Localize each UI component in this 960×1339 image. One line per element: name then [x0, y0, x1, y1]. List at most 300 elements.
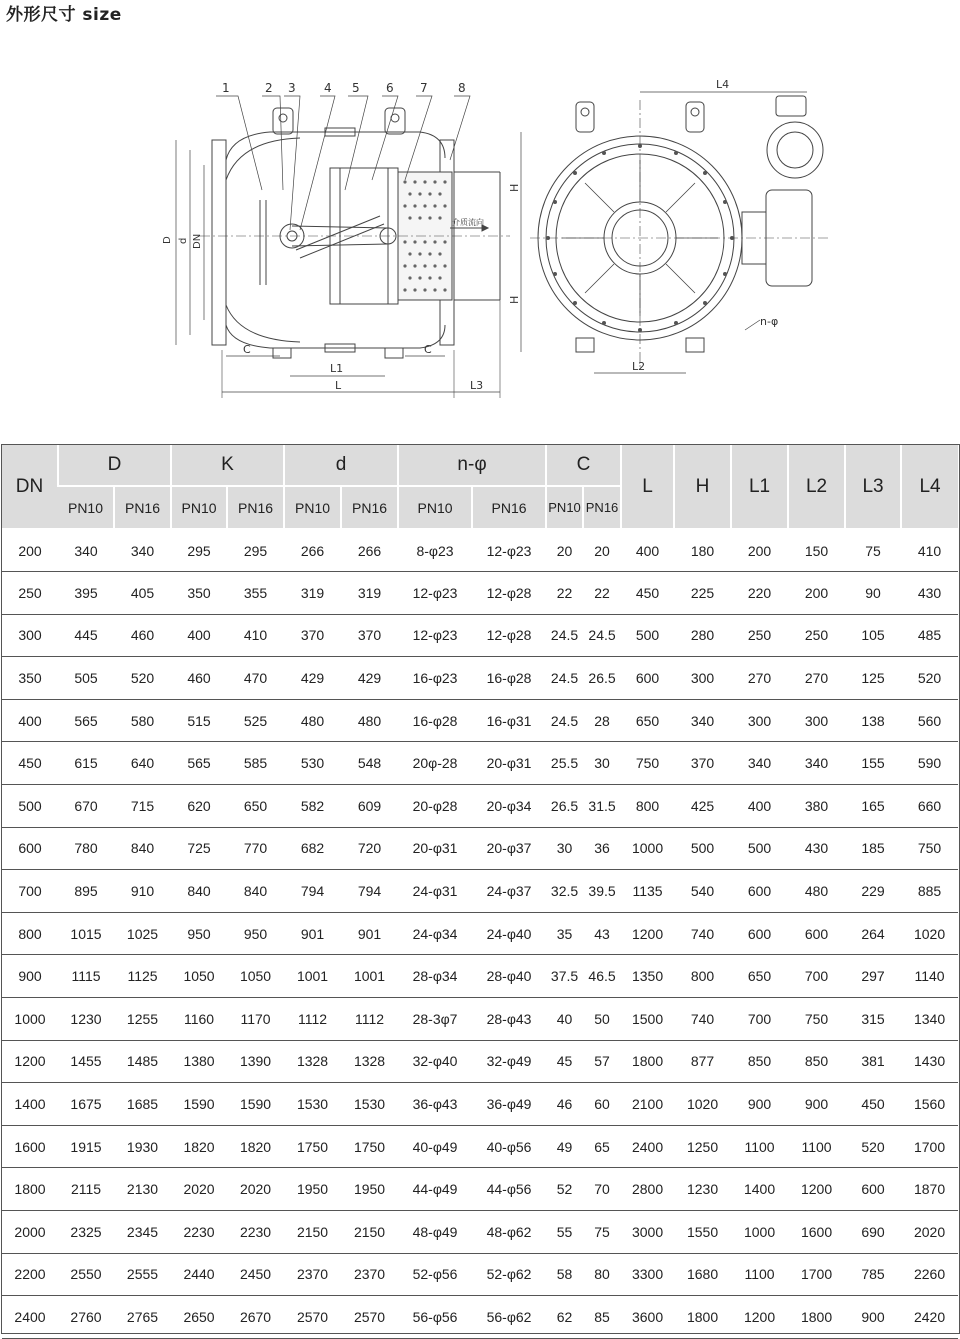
table-cell: 2230 [239, 1223, 272, 1240]
table-cell: 1200 [631, 925, 664, 942]
header-L2: L2 [788, 445, 845, 529]
table-cell: 1550 [686, 1223, 719, 1240]
table-cell: 30 [594, 755, 610, 772]
table-cell: 682 [300, 840, 325, 857]
dim-label-L3: L3 [470, 379, 484, 392]
table-cell: 1400 [14, 1096, 46, 1113]
header-n-phi: n-φ [398, 445, 546, 486]
header-L1: L1 [731, 445, 788, 529]
table-cell: 750 [917, 840, 942, 857]
table-cell: 340 [74, 542, 98, 559]
table-cell: 690 [861, 1223, 885, 1240]
table-cell: 1025 [126, 925, 159, 942]
table-cell: 24.5 [550, 712, 579, 729]
table-cell: 1680 [686, 1266, 719, 1283]
table-cell: 28-φ43 [486, 1010, 532, 1027]
table-cell: 2440 [183, 1266, 215, 1283]
table-cell: 720 [357, 840, 382, 857]
table-cell: 280 [690, 627, 715, 644]
table-cell: 500 [635, 627, 660, 644]
table-cell: 740 [690, 925, 715, 942]
table-cell: 900 [804, 1096, 829, 1113]
table-cell: 650 [635, 712, 660, 729]
table-cell: 1112 [354, 1010, 385, 1027]
table-cell: 46.5 [588, 968, 616, 985]
table-cell: 500 [18, 797, 42, 814]
table-cell: 1340 [913, 1010, 946, 1027]
table-cell: 1328 [353, 1053, 386, 1070]
table-cell: 1500 [631, 1010, 664, 1027]
table-cell: 1000 [14, 1010, 46, 1027]
table-cell: 300 [747, 712, 772, 729]
table-cell: 12-φ23 [412, 584, 458, 601]
table-cell: 350 [187, 584, 211, 601]
table-cell: 2325 [70, 1223, 102, 1240]
table-cell: 52 [556, 1181, 573, 1198]
table-cell: 600 [635, 670, 660, 687]
table-cell: 650 [243, 797, 268, 814]
table-cell: 90 [865, 584, 881, 601]
table-cell: 12-φ28 [486, 627, 532, 644]
table-cell: 1100 [744, 1138, 775, 1155]
table-cell: 2570 [296, 1308, 329, 1325]
dim-label-d: d [178, 237, 189, 244]
table-cell: 1050 [239, 968, 272, 985]
table-cell: 20-φ34 [486, 797, 532, 814]
table-cell: 264 [861, 925, 885, 942]
table-cell: 850 [804, 1053, 829, 1070]
table-cell: 28-φ40 [486, 968, 532, 985]
table-cell: 2230 [183, 1223, 215, 1240]
table-row [2, 1168, 958, 1211]
table-cell: 55 [556, 1223, 573, 1240]
table-row [2, 657, 958, 700]
table-cell: 295 [243, 542, 268, 559]
table-cell: 1380 [183, 1053, 215, 1070]
table-cell: 885 [917, 883, 942, 900]
table-cell: 1001 [353, 968, 386, 985]
table-cell: 250 [18, 584, 42, 601]
table-cell: 410 [243, 627, 268, 644]
table-cell: 75 [865, 542, 881, 559]
table-cell: 429 [357, 670, 382, 687]
table-cell: 400 [18, 712, 42, 729]
table-cell: 58 [556, 1266, 573, 1283]
table-cell: 2370 [296, 1266, 329, 1283]
table-row [2, 699, 958, 742]
table-cell: 425 [690, 797, 715, 814]
table-cell: 1170 [240, 1010, 271, 1027]
table-cell: 37.5 [550, 968, 579, 985]
table-row [2, 827, 958, 870]
table-cell: 12-φ23 [486, 542, 532, 559]
table-cell: 410 [917, 542, 942, 559]
table-cell: 20-φ31 [412, 840, 458, 857]
table-cell: 319 [300, 584, 325, 601]
table-cell: 200 [747, 542, 772, 559]
table-cell: 400 [747, 797, 772, 814]
table-cell: 615 [74, 755, 98, 772]
table-cell: 2100 [631, 1096, 664, 1113]
table-cell: 138 [861, 712, 885, 729]
table-cell: 36-φ43 [412, 1096, 458, 1113]
table-cell: 35 [556, 925, 573, 942]
table-cell: 36-φ49 [486, 1096, 532, 1113]
table-cell: 700 [747, 1010, 772, 1027]
table-cell: 525 [243, 712, 268, 729]
table-cell: 460 [130, 627, 155, 644]
table-cell: 229 [861, 883, 885, 900]
table-cell: 370 [300, 627, 325, 644]
table-cell: 56-φ56 [412, 1308, 458, 1325]
table-cell: 31.5 [588, 797, 616, 814]
table-cell: 2570 [353, 1308, 386, 1325]
table-cell: 540 [690, 883, 715, 900]
table-cell: 200 [18, 542, 42, 559]
table-cell: 12-φ28 [486, 584, 532, 601]
table-cell: 300 [690, 670, 715, 687]
table-cell: 1250 [686, 1138, 719, 1155]
table-cell: 840 [187, 883, 211, 900]
table-cell: 910 [130, 883, 155, 900]
table-cell: 319 [357, 584, 382, 601]
table-cell: 40-φ49 [412, 1138, 458, 1155]
table-cell: 2200 [14, 1266, 46, 1283]
table-cell: 560 [917, 712, 942, 729]
part-number-7: 7 [420, 81, 428, 95]
table-cell: 480 [804, 883, 829, 900]
table-cell: 1750 [353, 1138, 386, 1155]
table-cell: 32-φ49 [486, 1053, 532, 1070]
table-cell: 48-φ62 [486, 1223, 532, 1240]
table-cell: 1230 [70, 1010, 102, 1027]
end-view [508, 78, 830, 373]
table-cell: 1020 [913, 925, 946, 942]
table-cell: 22 [556, 584, 573, 601]
table-cell: 2020 [183, 1181, 215, 1198]
table-cell: 1700 [800, 1266, 833, 1283]
table-cell: 1530 [296, 1096, 329, 1113]
table-cell: 725 [187, 840, 211, 857]
table-cell: 28-φ34 [412, 968, 458, 985]
table-cell: 1001 [296, 968, 329, 985]
table-cell: 48-φ49 [412, 1223, 458, 1240]
table-cell: 46 [556, 1096, 573, 1113]
table-cell: 715 [130, 797, 155, 814]
table-cell: 800 [690, 968, 715, 985]
part-number-3: 3 [288, 81, 296, 95]
table-cell: 1700 [913, 1138, 946, 1155]
table-cell: 450 [861, 1096, 885, 1113]
table-cell: 355 [243, 584, 268, 601]
table-row [2, 785, 958, 828]
subheader-D-PN16: PN16 [114, 486, 171, 529]
part-number-5: 5 [352, 81, 360, 95]
table-cell: 180 [690, 542, 715, 559]
table-cell: 250 [747, 627, 772, 644]
table-cell: 2260 [913, 1266, 946, 1283]
table-cell: 24-φ40 [486, 925, 532, 942]
table-cell: 750 [804, 1010, 829, 1027]
table-cell: 1000 [631, 840, 664, 857]
table-cell: 24-φ34 [412, 925, 458, 942]
subheader-K-PN16: PN16 [227, 486, 284, 529]
table-cell: 370 [690, 755, 715, 772]
table-cell: 901 [300, 925, 325, 942]
table-cell: 780 [74, 840, 98, 857]
table-cell: 2150 [296, 1223, 329, 1240]
table-cell: 785 [861, 1266, 885, 1283]
table-cell: 20-φ37 [486, 840, 532, 857]
table-cell: 2650 [183, 1308, 215, 1325]
table-cell: 429 [300, 670, 325, 687]
table-cell: 20φ-28 [412, 755, 458, 772]
table-cell: 1015 [70, 925, 102, 942]
table-cell: 480 [357, 712, 382, 729]
table-cell: 1140 [914, 968, 945, 985]
part-number-6: 6 [386, 81, 394, 95]
valve-technical-drawing [0, 40, 960, 410]
table-row [2, 998, 958, 1041]
table-cell: 585 [243, 755, 268, 772]
table-cell: 1750 [296, 1138, 329, 1155]
table-cell: 530 [300, 755, 325, 772]
table-cell: 1050 [183, 968, 215, 985]
dim-label-C-left: C [243, 343, 251, 356]
table-cell: 400 [635, 542, 660, 559]
table-cell: 900 [861, 1308, 885, 1325]
table-cell: 340 [804, 755, 829, 772]
table-cell: 590 [917, 755, 942, 772]
header-d: d [284, 445, 398, 486]
subheader-C-PN10: PN10 [546, 486, 583, 529]
table-cell: 32-φ40 [412, 1053, 458, 1070]
table-row [2, 1296, 958, 1339]
table-cell: 2020 [239, 1181, 272, 1198]
table-cell: 600 [861, 1181, 885, 1198]
table-cell: 565 [74, 712, 98, 729]
table-cell: 62 [556, 1308, 573, 1325]
table-cell: 80 [594, 1266, 610, 1283]
table-cell: 1590 [183, 1096, 215, 1113]
table-cell: 480 [300, 712, 325, 729]
table-row [2, 912, 958, 955]
subheader-d-PN16: PN16 [341, 486, 398, 529]
table-cell: 395 [74, 584, 98, 601]
table-row [2, 1253, 958, 1296]
table-cell: 840 [243, 883, 268, 900]
table-cell: 609 [357, 797, 382, 814]
table-cell: 901 [357, 925, 382, 942]
table-cell: 266 [357, 542, 382, 559]
table-cell: 794 [300, 883, 325, 900]
table-cell: 52-φ62 [486, 1266, 532, 1283]
table-cell: 877 [690, 1053, 715, 1070]
header-L4: L4 [901, 445, 958, 529]
table-cell: 430 [804, 840, 829, 857]
table-cell: 2765 [126, 1308, 159, 1325]
table-cell: 12-φ23 [412, 627, 458, 644]
table-cell: 500 [690, 840, 715, 857]
table-cell: 800 [18, 925, 42, 942]
part-number-4: 4 [324, 81, 332, 95]
table-cell: 25.5 [550, 755, 579, 772]
table-cell: 2115 [70, 1181, 102, 1198]
table-row [2, 529, 958, 572]
table-cell: 250 [804, 627, 829, 644]
table-cell: 1000 [743, 1223, 776, 1240]
table-cell: 2450 [239, 1266, 272, 1283]
table-cell: 28-3φ7 [412, 1010, 458, 1027]
table-cell: 405 [130, 584, 155, 601]
table-cell: 1590 [239, 1096, 272, 1113]
table-cell: 200 [804, 584, 829, 601]
table-cell: 1390 [239, 1053, 272, 1070]
table-cell: 470 [243, 670, 268, 687]
table-cell: 24-φ37 [486, 883, 532, 900]
table-cell: 1685 [126, 1096, 159, 1113]
table-cell: 670 [74, 797, 98, 814]
table-cell: 1675 [70, 1096, 102, 1113]
table-cell: 300 [18, 627, 42, 644]
dim-label-L1: L1 [330, 362, 344, 375]
table-cell: 600 [804, 925, 829, 942]
header-L: L [621, 445, 674, 529]
table-cell: 750 [635, 755, 660, 772]
table-cell: 370 [357, 627, 382, 644]
dim-label-DN: DN [192, 233, 203, 249]
subheader-C-PN16: PN16 [583, 486, 621, 529]
table-cell: 1915 [70, 1138, 102, 1155]
table-cell: 565 [187, 755, 211, 772]
table-cell: 52-φ56 [412, 1266, 458, 1283]
table-cell: 700 [18, 883, 42, 900]
header-L3: L3 [845, 445, 901, 529]
table-cell: 16-φ28 [486, 670, 532, 687]
table-cell: 2345 [126, 1223, 159, 1240]
table-cell: 1820 [183, 1138, 215, 1155]
header-H: H [674, 445, 731, 529]
table-cell: 1100 [801, 1138, 832, 1155]
dimension-table [2, 445, 958, 1339]
table-cell: 430 [917, 584, 942, 601]
part-number-2: 2 [265, 81, 273, 95]
subheader-d-PN10: PN10 [284, 486, 341, 529]
table-cell: 840 [130, 840, 155, 857]
table-cell: 650 [747, 968, 772, 985]
table-cell: 1400 [743, 1181, 776, 1198]
table-cell: 794 [357, 883, 382, 900]
table-cell: 297 [861, 968, 885, 985]
table-cell: 44-φ56 [486, 1181, 532, 1198]
table-cell: 400 [187, 627, 211, 644]
table-cell: 16-φ28 [412, 712, 458, 729]
table-cell: 125 [861, 670, 885, 687]
table-cell: 220 [747, 584, 772, 601]
dim-label-n-phi: n-φ [760, 315, 779, 328]
table-cell: 1600 [14, 1138, 46, 1155]
table-cell: 2400 [631, 1138, 664, 1155]
table-cell: 1230 [686, 1181, 719, 1198]
table-cell: 44-φ49 [412, 1181, 458, 1198]
table-row [2, 742, 958, 785]
header-D: D [58, 445, 171, 486]
table-cell: 8-φ23 [416, 542, 454, 559]
table-cell: 75 [594, 1223, 610, 1240]
table-row [2, 870, 958, 913]
table-cell: 16-φ23 [412, 670, 458, 687]
table-cell: 1255 [126, 1010, 159, 1027]
header-C: C [546, 445, 621, 486]
table-cell: 740 [690, 1010, 715, 1027]
table-cell: 26.5 [550, 797, 579, 814]
table-body [2, 529, 958, 1338]
table-cell: 3000 [631, 1223, 664, 1240]
table-cell: 640 [130, 755, 155, 772]
table-cell: 450 [635, 584, 660, 601]
table-row [2, 1125, 958, 1168]
table-cell: 1112 [297, 1010, 328, 1027]
table-cell: 800 [635, 797, 660, 814]
table-cell: 65 [594, 1138, 610, 1155]
table-cell: 1200 [743, 1308, 776, 1325]
table-row [2, 1083, 958, 1126]
table-cell: 340 [130, 542, 155, 559]
table-cell: 340 [747, 755, 772, 772]
table-row [2, 572, 958, 615]
dim-label-L: L [335, 379, 342, 392]
table-cell: 24.5 [550, 627, 579, 644]
dim-label-L4: L4 [716, 78, 730, 91]
table-cell: 2760 [70, 1308, 102, 1325]
table-cell: 520 [861, 1138, 885, 1155]
table-cell: 582 [300, 797, 325, 814]
table-cell: 1930 [126, 1138, 159, 1155]
table-cell: 24-φ31 [412, 883, 458, 900]
table-cell: 950 [243, 925, 268, 942]
table-cell: 39.5 [588, 883, 616, 900]
table-cell: 2800 [631, 1181, 664, 1198]
table-cell: 40-φ56 [486, 1138, 532, 1155]
table-cell: 1200 [14, 1053, 46, 1070]
dim-label-D: D [162, 236, 173, 244]
table-cell: 16-φ31 [486, 712, 532, 729]
subheader-D-PN10: PN10 [58, 486, 114, 529]
table-cell: 381 [861, 1053, 885, 1070]
table-cell: 295 [187, 542, 211, 559]
table-cell: 36 [594, 840, 610, 857]
table-cell: 20-φ28 [412, 797, 458, 814]
part-number-8: 8 [458, 81, 466, 95]
table-cell: 1125 [127, 968, 158, 985]
table-cell: 2150 [353, 1223, 386, 1240]
table-cell: 49 [556, 1138, 573, 1155]
table-cell: 2020 [913, 1223, 946, 1240]
table-cell: 2420 [913, 1308, 946, 1325]
table-cell: 60 [594, 1096, 610, 1113]
table-cell: 1950 [353, 1181, 386, 1198]
table-cell: 485 [917, 627, 942, 644]
table-cell: 1115 [71, 968, 101, 985]
table-cell: 520 [917, 670, 942, 687]
table-cell: 850 [747, 1053, 772, 1070]
table-cell: 600 [18, 840, 42, 857]
table-cell: 1800 [686, 1308, 719, 1325]
table-cell: 32.5 [550, 883, 579, 900]
side-section-view [162, 81, 510, 398]
table-row [2, 955, 958, 998]
subheader-n-phi-PN16: PN16 [472, 486, 546, 529]
